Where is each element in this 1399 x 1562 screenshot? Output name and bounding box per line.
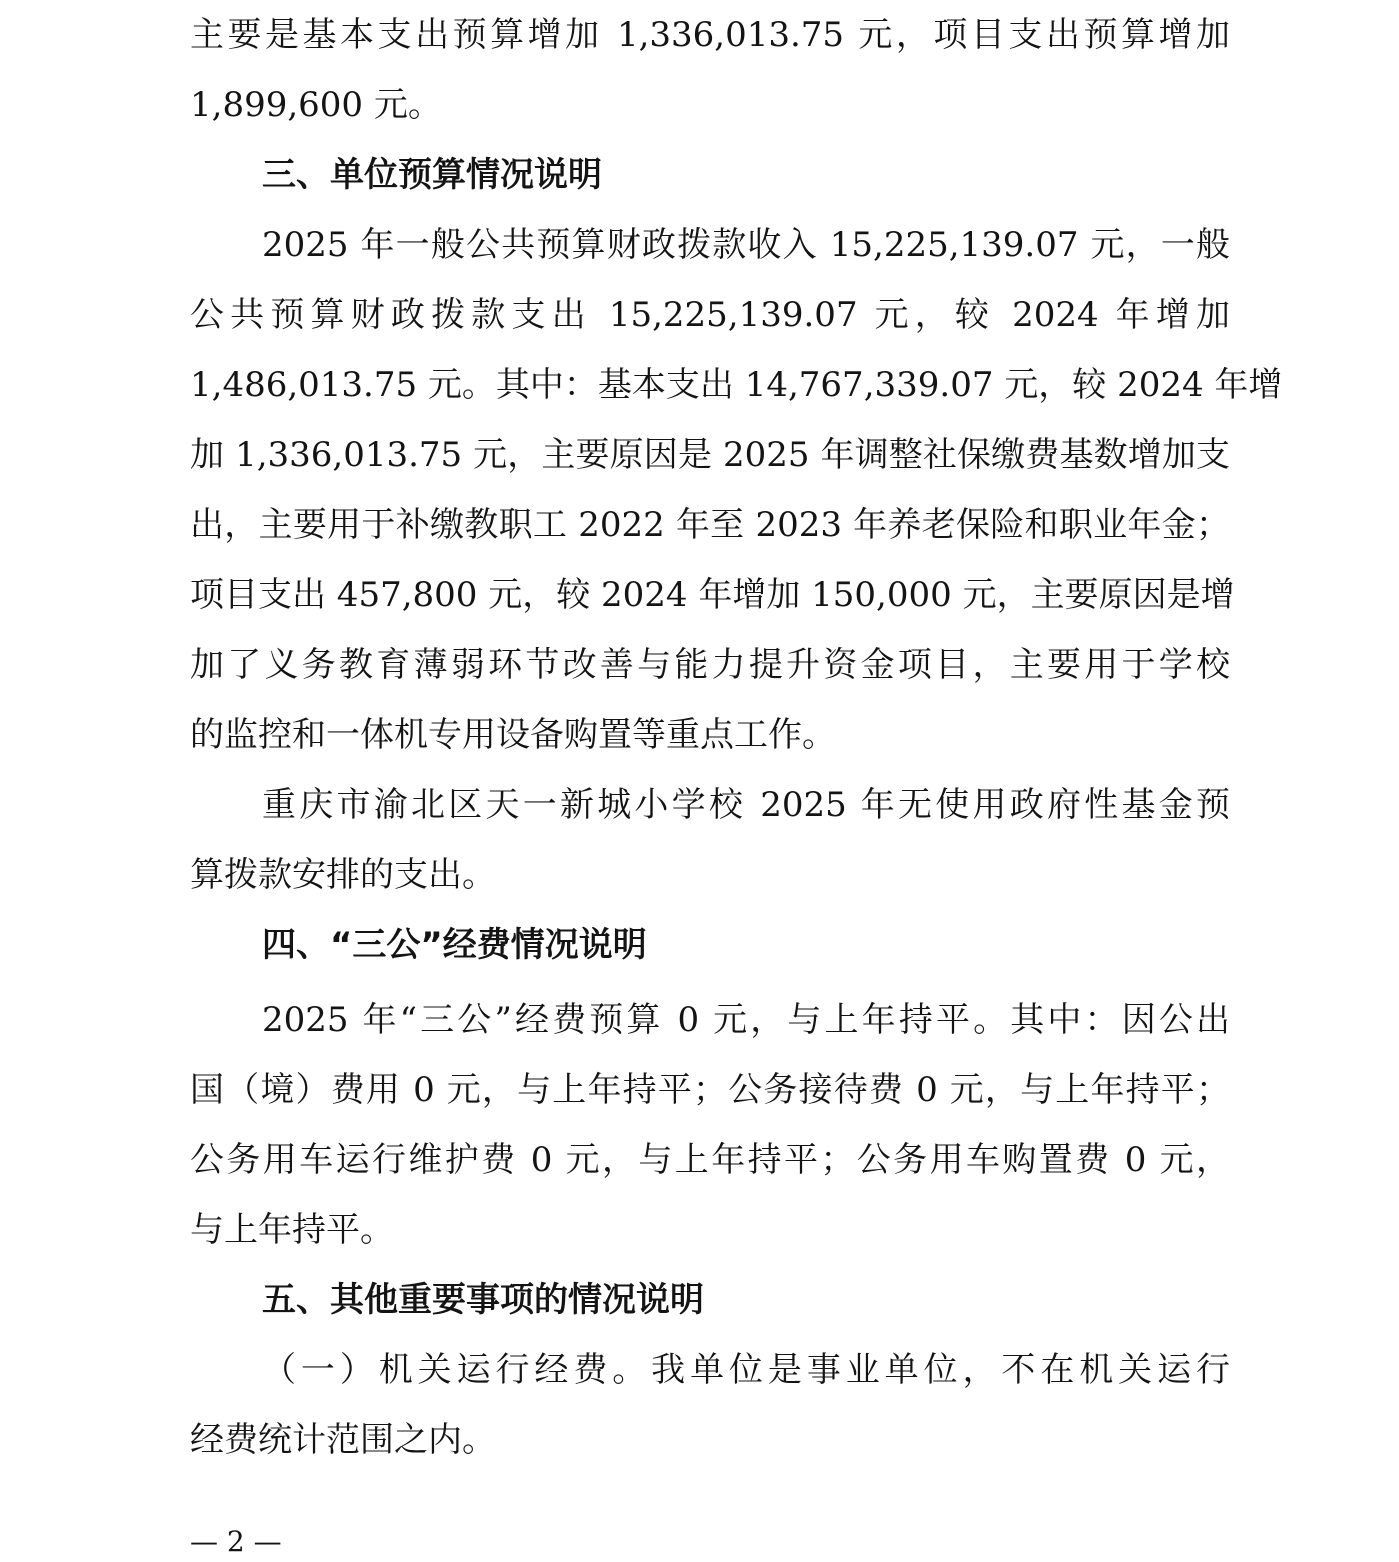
text-line: 项目支出 457,800 元，较 2024 年增加 150,000 元，主要原因是增 [190, 575, 1235, 615]
text-line: 与上年持平。 [190, 1210, 394, 1250]
text-line: 公共预算财政拨款支出 15,225,139.07 元，较 2024 年增加 [190, 295, 1230, 335]
text-line: 算拨款安排的支出。 [190, 855, 496, 895]
text-line: 的监控和一体机专用设备购置等重点工作。 [190, 715, 836, 755]
section-heading: 五、其他重要事项的情况说明 [262, 1280, 704, 1320]
section-heading: 四、“三公”经费情况说明 [262, 925, 647, 965]
text-line: 加 1,336,013.75 元，主要原因是 2025 年调整社保缴费基数增加支 [190, 435, 1230, 475]
text-line: 2025 年一般公共预算财政拨款收入 15,225,139.07 元，一般 [262, 225, 1230, 265]
page-number: — 2 — [190, 1525, 282, 1558]
text-line: 经费统计范围之内。 [190, 1420, 496, 1460]
section-heading: 三、单位预算情况说明 [262, 155, 602, 195]
text-line: 1,486,013.75 元。其中：基本支出 14,767,339.07 元，较 2024 年增 [190, 365, 1283, 405]
text-line: 公务用车运行维护费 0 元，与上年持平；公务用车购置费 0 元， [190, 1140, 1230, 1180]
text-line: 国（境）费用 0 元，与上年持平；公务接待费 0 元，与上年持平； [190, 1070, 1230, 1110]
text-line: 加了义务教育薄弱环节改善与能力提升资金项目，主要用于学校 [190, 645, 1230, 685]
text-line: 2025 年“三公”经费预算 0 元，与上年持平。其中：因公出 [262, 1000, 1230, 1040]
text-line: 主要是基本支出预算增加 1,336,013.75 元，项目支出预算增加 [190, 15, 1230, 55]
text-line: （一）机关运行经费。我单位是事业单位，不在机关运行 [262, 1350, 1230, 1390]
text-line: 出，主要用于补缴教职工 2022 年至 2023 年养老保险和职业年金； [190, 505, 1230, 545]
text-line: 重庆市渝北区天一新城小学校 2025 年无使用政府性基金预 [262, 785, 1230, 825]
text-line: 1,899,600 元。 [190, 85, 442, 125]
